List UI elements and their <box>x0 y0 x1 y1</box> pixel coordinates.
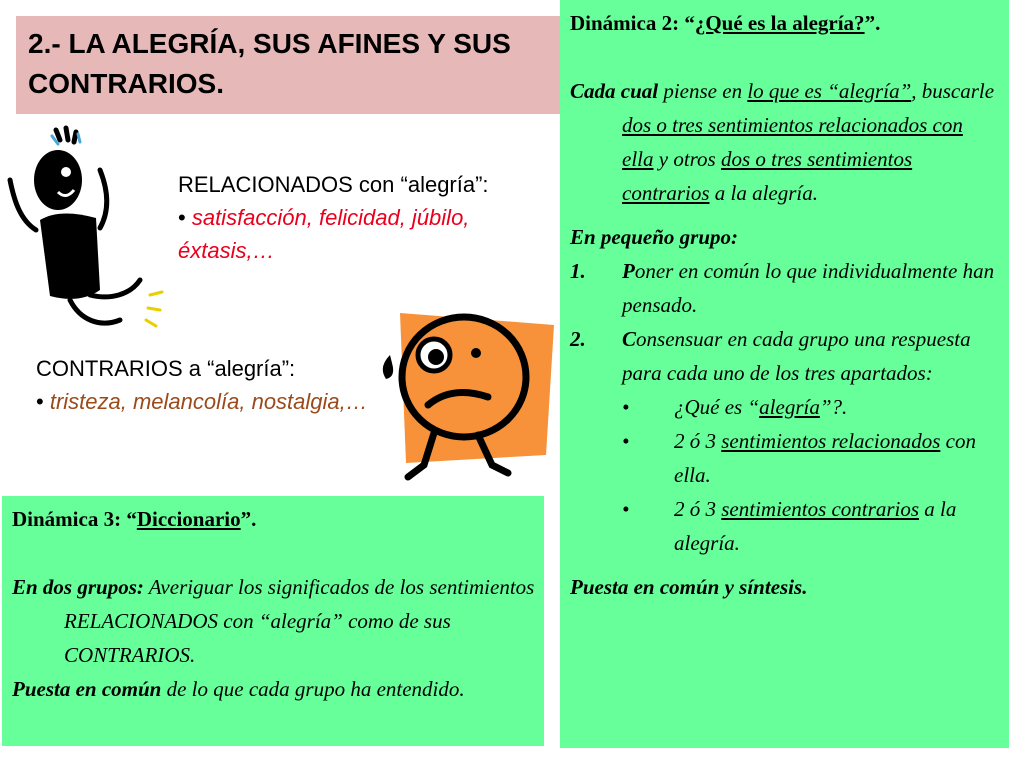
contrary-bullet: • <box>36 389 44 414</box>
dinamica-2-individual-task: Cada cual piense en lo que es “alegría”, buscarle dos o tres sentimientos relacionados con ella y otros dos o tres sentimientos contrarios a la alegría. <box>570 79 995 205</box>
happy-stick-figure-illustration <box>0 120 180 340</box>
related-section <box>178 168 508 267</box>
related-heading: RELACIONADOS con “alegría”: <box>178 172 489 197</box>
sad-face-figure-illustration <box>368 305 558 495</box>
dinamica-3-sharing: Puesta en común de lo que cada grupo ha entendido. <box>12 677 465 701</box>
contrary-list: tristeza, melancolía, nostalgia,… <box>49 389 368 414</box>
sub-item-contrary: • 2 ó 3 sentimientos contrarios a la alegría. <box>622 497 957 555</box>
step-1: 1. Poner en común lo que individualmente han pensado. <box>570 259 995 317</box>
related-bullet: • <box>178 205 186 230</box>
dinamica-3-instructions: En dos grupos: Averiguar los significados de los sentimientos RELACIONADOS con “alegría” como de sus CONTRARIOS. <box>12 575 535 667</box>
contrary-heading: CONTRARIOS a “alegría”: <box>36 356 296 381</box>
related-list: satisfacción, felicidad, júbilo, éxtasis,… <box>178 205 470 263</box>
step-2: 2. Consensuar en cada grupo una respuesta para cada uno de los tres apartados: <box>570 327 971 385</box>
dinamica-2-panel <box>560 0 1009 748</box>
sub-item-related: • 2 ó 3 sentimientos relacionados con ella. <box>622 429 976 487</box>
dinamica-3-panel <box>2 496 544 746</box>
sub-item-alegria: • ¿Qué es “alegría”?. <box>622 395 848 419</box>
closing-line: Puesta en común y síntesis. <box>570 575 808 599</box>
dinamica-2-title: Dinámica 2: “¿Qué es la alegría?”. <box>570 11 881 35</box>
slide-title: 2.- LA ALEGRÍA, SUS AFINES Y SUS CONTRARIOS. <box>16 16 561 114</box>
group-heading: En pequeño grupo: <box>570 225 739 249</box>
related-items <box>178 201 508 267</box>
dinamica-3-title: Dinámica 3: “Diccionario”. <box>12 507 257 531</box>
contrary-items <box>36 385 396 418</box>
contrary-section <box>36 352 396 418</box>
